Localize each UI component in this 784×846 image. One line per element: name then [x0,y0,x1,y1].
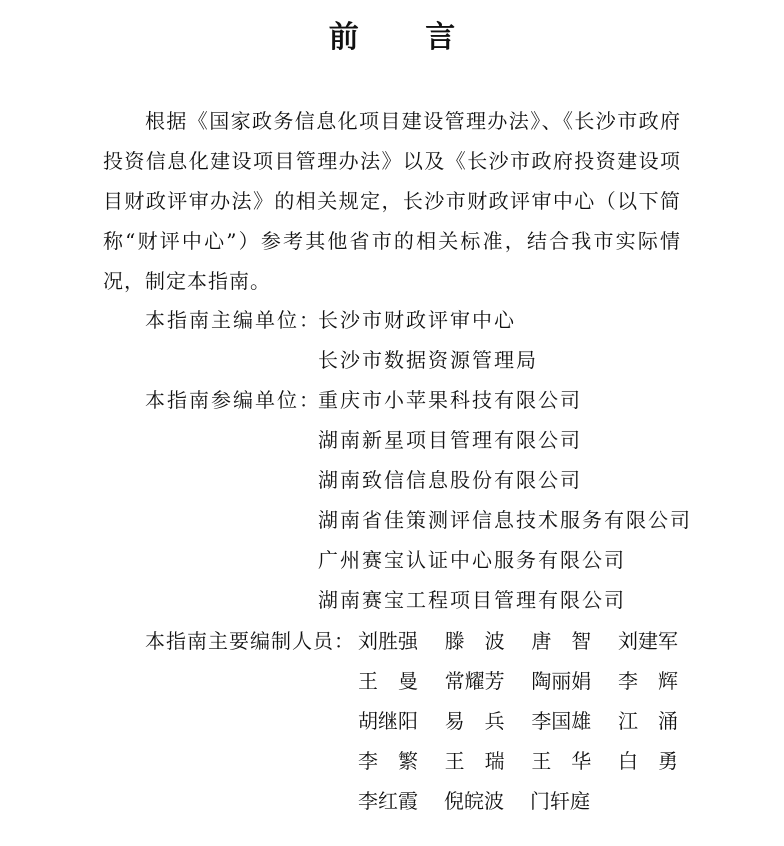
staff-name: 李 繁 [358,749,418,773]
staff-name: 滕 波 [444,629,505,653]
chief-editors-label: 本指南主编单位： [145,308,321,332]
chief-editor-unit: 长沙市财政评审中心 [318,308,516,332]
staff-row [358,701,680,741]
staff-row [358,781,680,821]
staff-row [358,661,680,701]
staff-name: 刘建军 [617,629,678,653]
staff-name: 李红霞 [358,789,418,813]
staff-row [358,621,680,661]
participating-units-label: 本指南参编单位： [145,388,321,412]
staff-name: 王 瑞 [444,749,505,773]
staff-name: 唐 智 [531,629,592,653]
participating-unit: 湖南省佳策测评信息技术服务有限公司 [318,508,692,532]
participating-unit: 广州赛宝认证中心服务有限公司 [318,548,626,572]
staff-name: 常耀芳 [444,669,505,693]
staff-name: 倪皖波 [444,789,504,813]
participating-unit: 重庆市小苹果科技有限公司 [318,388,582,412]
chief-editor-unit: 长沙市数据资源管理局 [318,348,538,372]
participating-unit: 湖南赛宝工程项目管理有限公司 [318,588,626,612]
staff-name: 胡继阳 [358,709,418,733]
staff-name: 李国雄 [531,709,592,733]
staff-name: 王 华 [531,749,592,773]
staff-name: 白 勇 [617,749,678,773]
page-title: 前 言 [328,20,484,55]
staff-name: 刘胜强 [358,629,418,653]
staff-name: 王 曼 [358,669,418,693]
staff-name: 陶丽娟 [531,669,592,693]
participating-unit: 湖南新星项目管理有限公司 [318,428,582,452]
staff-name: 李 辉 [617,669,678,693]
staff-name: 易 兵 [444,709,505,733]
staff-label: 本指南主要编制人员： [145,629,355,653]
staff-row [358,741,680,781]
staff-names [358,621,680,821]
participating-unit: 湖南致信信息股份有限公司 [318,468,582,492]
intro-paragraph: 根据《国家政务信息化项目建设管理办法》、《长沙市政府投资信息化建设项目管理办法》以及《长沙市政府投资建设项目财政评审办法》的相关规定，长沙市财政评审中心（以下简称“财评中心”）参考其他省市的相关标准，结合我市实际情况，制定本指南。 [103,109,681,293]
staff-name: 门轩庭 [530,789,590,813]
staff-name: 江 涌 [617,709,678,733]
